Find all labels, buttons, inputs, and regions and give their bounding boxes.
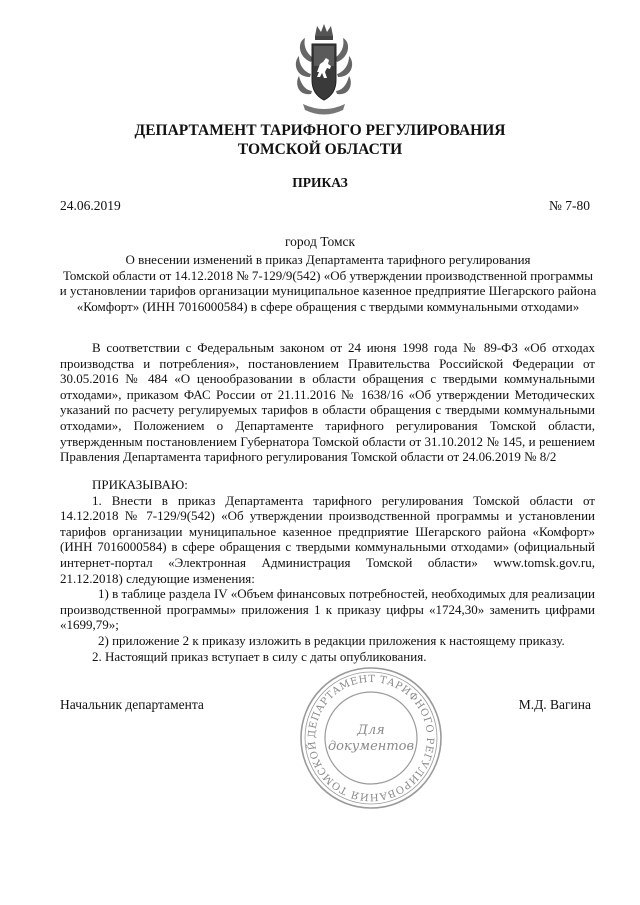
preamble-paragraph: В соответствии с Федеральным законом от 24 июня 1998 года № 89-ФЗ «Об отходах производства и потребления», постановлением Правительства Российской Федерации от 30.05.2016 № 484 «О ценообразовании в области обращения с твердыми коммунальными отходами», приказом ФАС России от 21.11.2016 № 1638/16 «Об утверждении Методических указаний по расчету регулируемых тарифов в области обращения с твердыми коммунальными отходами», Положением о Департаменте тарифного регулирования Томской области, утвержденным постановлением Губернатора Томской области от 31.10.2012 № 145, и решением Правления Департамента тарифного регулирования Томской области от 24.06.2019 № 8/2 [60,340,595,465]
coat-of-arms-emblem [293,22,355,122]
order-subject [48,252,608,314]
item-2: 2. Настоящий приказ вступает в силу с даты опубликования. [92,648,427,664]
item-1-sub-1: 1) в таблице раздела IV «Объем финансовых потребностей, необходимых для реализации производственной программы» приложения 1 к приказу цифры «1724,30» заменить цифрами «1699,79»; [60,586,595,633]
order-title: ПРИКАЗ [292,175,348,190]
subject-line: Томской области от 14.12.2018 № 7-129/9(542) «Об утверждении производственной программы [62,267,594,283]
tomsk-region-coat-of-arms-icon [293,22,355,122]
stamp-seal-icon [298,665,444,811]
department-title-line2: ТОМСКОЙ ОБЛАСТИ [237,141,403,158]
signatory-name: М.Д. Вагина [518,697,591,712]
order-number: № 7-80 [548,198,590,213]
official-stamp [298,665,444,811]
item-1: 1. Внести в приказ Департамента тарифного регулирования Томской области от 14.12.2018 № 7-129/9(542) «Об утверждении производственной программы и установлении тарифов организации муниципальное казенное предприятие Шегарского района «Комфорт» (ИНН 7016000584) в сфере обращения с твердыми коммунальными отходами» (официальный интернет-портал «Электронная Администрация Томской области» www.tomsk.gov.ru, 21.12.2018) следующие изменения: [60,492,595,586]
department-title-line1: ДЕПАРТАМЕНТ ТАРИФНОГО РЕГУЛИРОВАНИЯ [134,122,506,139]
order-date: 24.06.2019 [60,198,121,213]
item-1-sub-2: 2) приложение 2 к приказу изложить в редакции приложения к настоящему приказу. [98,632,565,648]
stamp-center-line1: Для [357,723,385,738]
city: город Томск [284,234,356,249]
signatory-position: Начальник департамента [60,697,204,712]
stamp-center-line2: документов [327,739,415,754]
subject-line: «Комфорт» (ИНН 7016000584) в сфере обращения с твердыми коммунальными отходами» [76,298,580,314]
directive: ПРИКАЗЫВАЮ: [92,477,188,492]
subject-line: О внесении изменений в приказ Департамента тарифного регулирования [125,252,531,267]
subject-line: и установлении тарифов организации муниципальное казенное предприятие Шегарского района [59,283,597,298]
stamp-ring-text: ДЕПАРТАМЕНТ ТАРИФНОГО РЕГУЛИРОВАНИЯ ТОМСКОЙ [306,673,436,803]
order-items [60,477,595,664]
